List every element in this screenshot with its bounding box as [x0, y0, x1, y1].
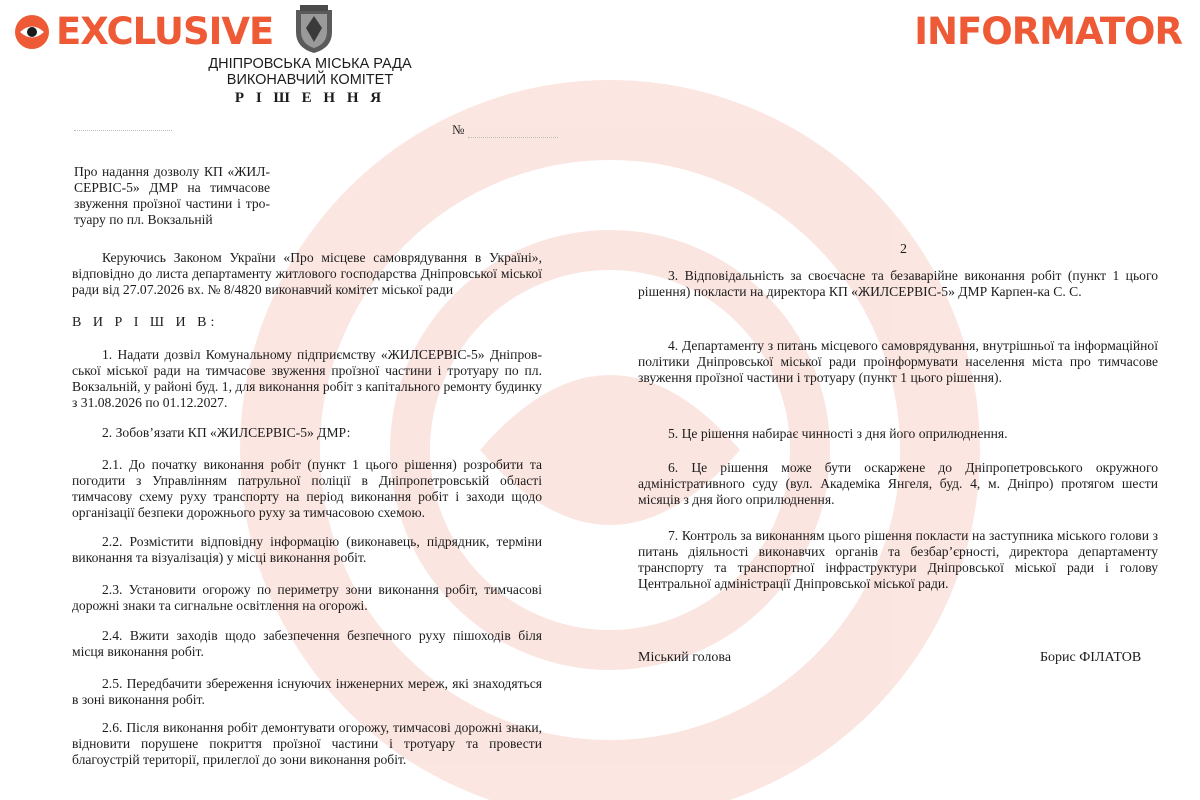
- clause-1: 1. Надати дозвіл Комунальному підприємству «ЖИЛСЕРВІС-5» Дніпров-ської міської ради на тимчасове звуження проїзної частини і тротуару по пл. Вокзальній, у районі буд. 1, для виконання робіт з капітального ремонту будинку з 31.08.2026 по 01.12.2027.: [72, 347, 542, 410]
- signature-title: Міський голова: [638, 650, 732, 665]
- decision-subject: Про надання дозволу КП «ЖИЛ-СЕРВІС-5» ДМР на тимчасове звуження проїзної частини і тро-туару по пл. Вокзальній: [74, 164, 270, 227]
- coat-of-arms-icon: [292, 4, 336, 54]
- document-header: [200, 56, 420, 106]
- clause-4: 4. Департаменту з питань місцевого самоврядування, внутрішньої та інформаційної політики Дніпровської міської ради проінформувати населення міста про тимчасове звуження проїзної частини і тротуару (пункт 1 цього рішення).: [638, 338, 1158, 385]
- clause-2-2: 2.2. Розмістити відповідну інформацію (виконавець, підрядник, терміни виконання та візуалізація) у місці виконання робіт.: [72, 534, 542, 565]
- number-field: [452, 122, 558, 138]
- resolved-heading: В И Р І Ш И В:: [72, 315, 219, 330]
- page-number: 2: [900, 242, 907, 257]
- number-blank: [468, 137, 558, 138]
- signature-name: Борис ФІЛАТОВ: [1040, 650, 1142, 665]
- preamble: Керуючись Законом України «Про місцеве самоврядування в Україні», відповідно до листа департаменту житлового господарства Дніпровської міської ради від 27.07.2026 вх. № 8/4820 виконавчий комітет міської ради: [72, 250, 542, 297]
- clause-6: 6. Це рішення може бути оскаржене до Дніпропетровського окружного адміністративного суду (вул. Академіка Янгеля, буд. 4, м. Дніпро) протягом шести місяців з дня його оприлюднення.: [638, 460, 1158, 507]
- date-field: [74, 130, 172, 131]
- council-name: ДНІПРОВСЬКА МІСЬКА РАДА: [208, 56, 412, 72]
- clause-2-5: 2.5. Передбачити збереження існуючих інженерних мереж, які знаходяться в зоні виконання робіт.: [72, 676, 542, 707]
- exclusive-label: EXCLUSIVE: [56, 10, 274, 53]
- clause-3: 3. Відповідальність за своєчасне та безаварійне виконання робіт (пункт 1 цього рішення) покласти на директора КП «ЖИЛСЕРВІС-5» ДМР Карпен-ка С. С.: [638, 268, 1158, 299]
- clause-7: 7. Контроль за виконанням цього рішення покласти на заступника міського голови з питань діяльності виконавчих органів та безбар’єрності, директора департаменту транспорту та транспортної інфраструктури Дніпровської міської ради і голову Центральної адміністрації Дніпровської міської ради.: [638, 528, 1158, 591]
- informator-logo: INFORMATOR: [914, 10, 1182, 53]
- number-label: №: [452, 122, 465, 137]
- committee-name: ВИКОНАВЧИЙ КОМІТЕТ: [226, 72, 394, 88]
- clause-2-6: 2.6. Після виконання робіт демонтувати огорожу, тимчасові дорожні знаки, відновити порушене покриття проїзної частини і тротуару та провести благоустрій території, прилеглої до зони виконання робіт.: [72, 720, 542, 767]
- clause-2-1: 2.1. До початку виконання робіт (пункт 1 цього рішення) розробити та погодити з Управлінням патрульної поліції в Дніпропетровській області тимчасову схему руху транспорту на період виконання робіт і заходи щодо організації безпеки дорожнього руху за тимчасовою схемою.: [72, 457, 542, 520]
- eye-logo-icon: [14, 14, 50, 50]
- clause-2-3: 2.3. Установити огорожу по периметру зони виконання робіт, тимчасові дорожні знаки та сигнальне освітлення на огорожі.: [72, 582, 542, 613]
- exclusive-brand: [14, 10, 273, 54]
- document-type: Р І Ш Е Н Н Я: [234, 90, 386, 106]
- clause-5: 5. Це рішення набирає чинності з дня його оприлюднення.: [668, 426, 1008, 441]
- clause-2-4: 2.4. Вжити заходів щодо забезпечення безпечного руху пішоходів біля місця виконання робіт.: [72, 628, 542, 659]
- clause-2: 2. Зобов’язати КП «ЖИЛСЕРВІС-5» ДМР:: [102, 425, 351, 440]
